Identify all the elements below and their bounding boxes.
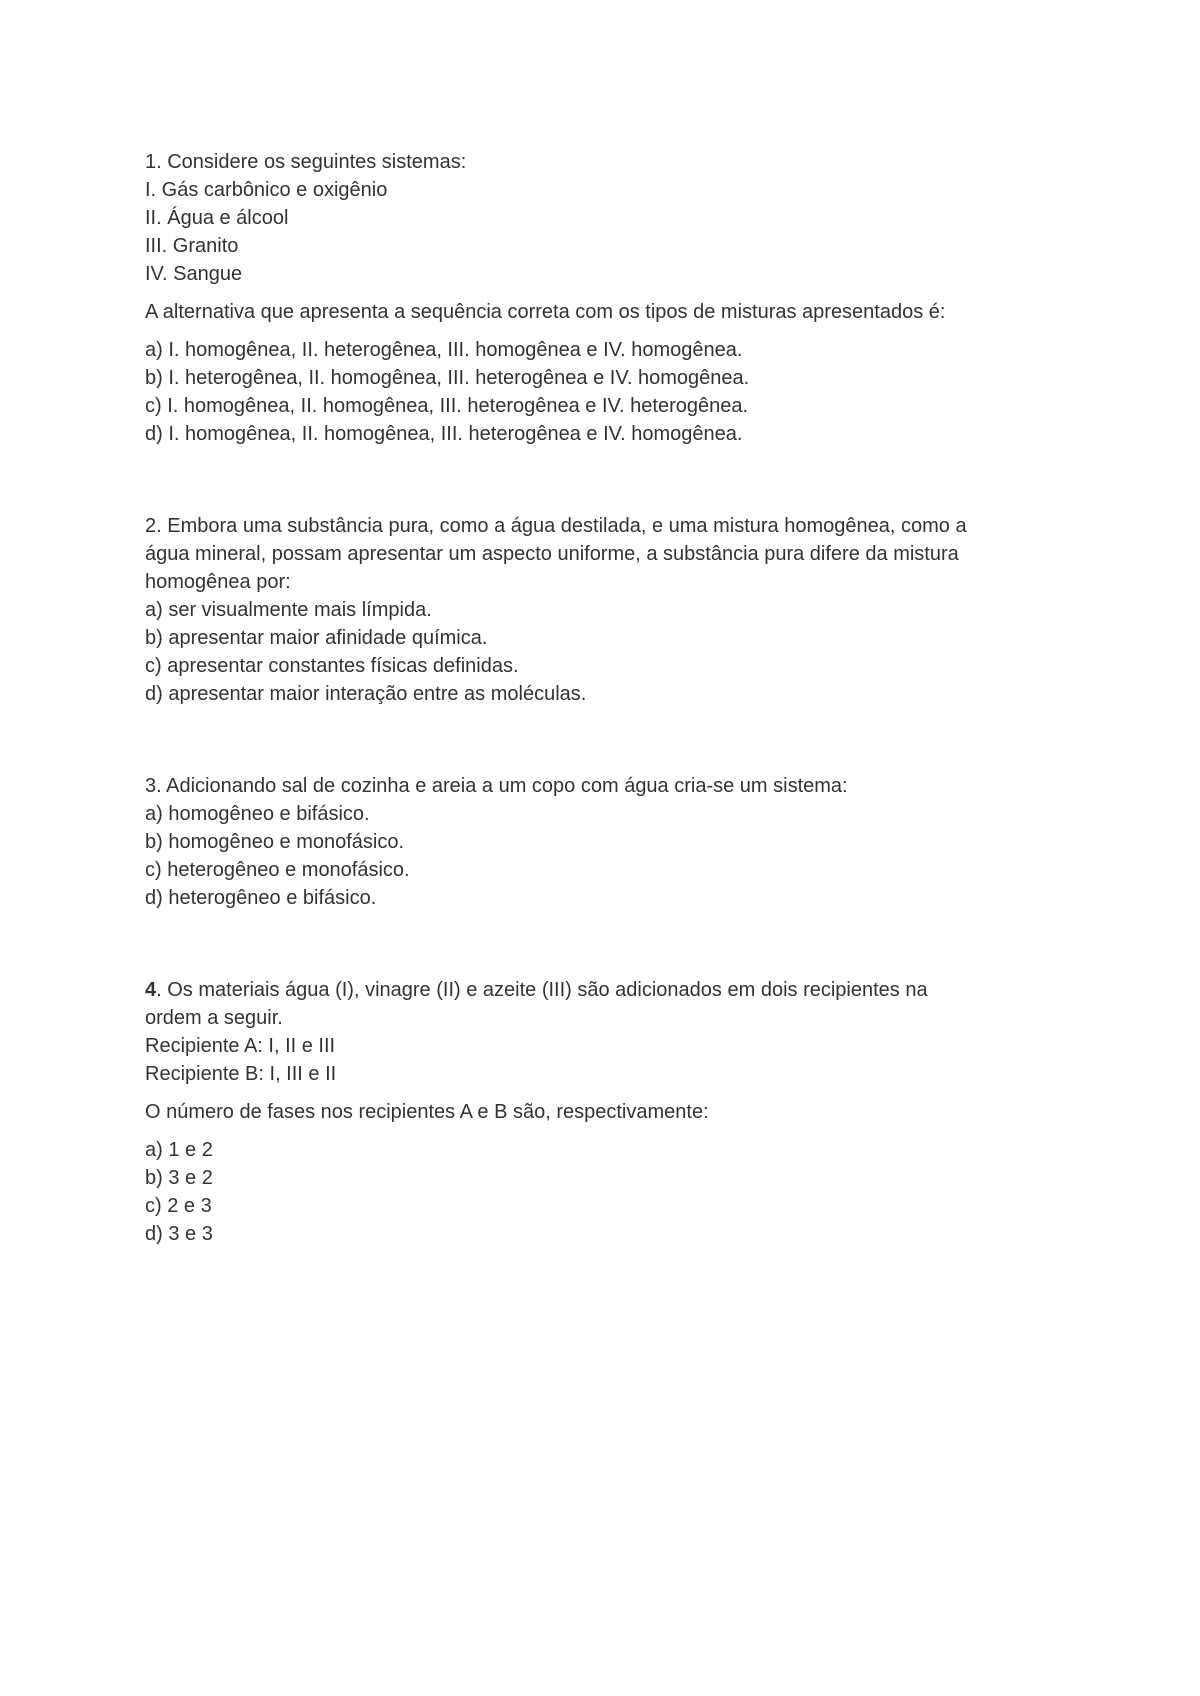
question-4-prompt: O número de fases nos recipientes A e B são, respectivamente: xyxy=(145,1101,709,1123)
option-a: a) ser visualmente mais límpida. xyxy=(145,599,432,621)
option-c: c) heterogêneo e monofásico. xyxy=(145,859,410,881)
option-b: b) I. heterogênea, II. homogênea, III. heterogênea e IV. homogênea. xyxy=(145,367,750,389)
option-a: a) I. homogênea, II. heterogênea, III. homogênea e IV. homogênea. xyxy=(145,339,743,361)
option-b: b) apresentar maior afinidade química. xyxy=(145,627,488,649)
option-d: d) 3 e 3 xyxy=(145,1223,213,1245)
question-4-number: 4 xyxy=(145,979,157,1001)
system-item: III. Granito xyxy=(145,235,239,257)
question-4-stem-text: . Os materiais água (I), vinagre (II) e azeite (III) são adicionados em dois recipientes na xyxy=(156,979,928,1001)
option-c: c) apresentar constantes físicas definidas. xyxy=(145,655,519,677)
question-3 xyxy=(145,772,1075,912)
option-d: d) I. homogênea, II. homogênea, III. heterogênea e IV. homogênea. xyxy=(145,423,743,445)
question-1-stem: 1. Considere os seguintes sistemas: xyxy=(145,151,467,173)
recipient-a: Recipiente A: I, II e III xyxy=(145,1035,336,1057)
option-d: d) apresentar maior interação entre as moléculas. xyxy=(145,683,587,705)
question-1 xyxy=(145,148,1075,448)
recipient-b: Recipiente B: I, III e II xyxy=(145,1063,337,1085)
question-4-stem-line: ordem a seguir. xyxy=(145,1007,283,1029)
option-b: b) homogêneo e monofásico. xyxy=(145,831,405,853)
option-c: c) I. homogênea, II. homogênea, III. heterogênea e IV. heterogênea. xyxy=(145,395,749,417)
system-item: IV. Sangue xyxy=(145,263,243,285)
question-4 xyxy=(145,976,1075,1248)
option-d: d) heterogêneo e bifásico. xyxy=(145,887,377,909)
document-page xyxy=(145,148,1075,1248)
question-3-stem: 3. Adicionando sal de cozinha e areia a um copo com água cria-se um sistema: xyxy=(145,775,848,797)
question-2-stem-line: 2. Embora uma substância pura, como a água destilada, e uma mistura homogênea, como a xyxy=(145,515,967,537)
option-b: b) 3 e 2 xyxy=(145,1167,213,1189)
question-1-prompt: A alternativa que apresenta a sequência correta com os tipos de misturas apresentados é: xyxy=(145,301,946,323)
option-a: a) homogêneo e bifásico. xyxy=(145,803,370,825)
question-2 xyxy=(145,512,1075,708)
question-4-stem-line xyxy=(145,976,1075,1004)
option-c: c) 2 e 3 xyxy=(145,1195,212,1217)
question-2-stem-line: água mineral, possam apresentar um aspecto uniforme, a substância pura difere da mistura xyxy=(145,543,959,565)
question-2-stem-line: homogênea por: xyxy=(145,571,291,593)
system-item: I. Gás carbônico e oxigênio xyxy=(145,179,388,201)
option-a: a) 1 e 2 xyxy=(145,1139,213,1161)
system-item: II. Água e álcool xyxy=(145,207,289,229)
